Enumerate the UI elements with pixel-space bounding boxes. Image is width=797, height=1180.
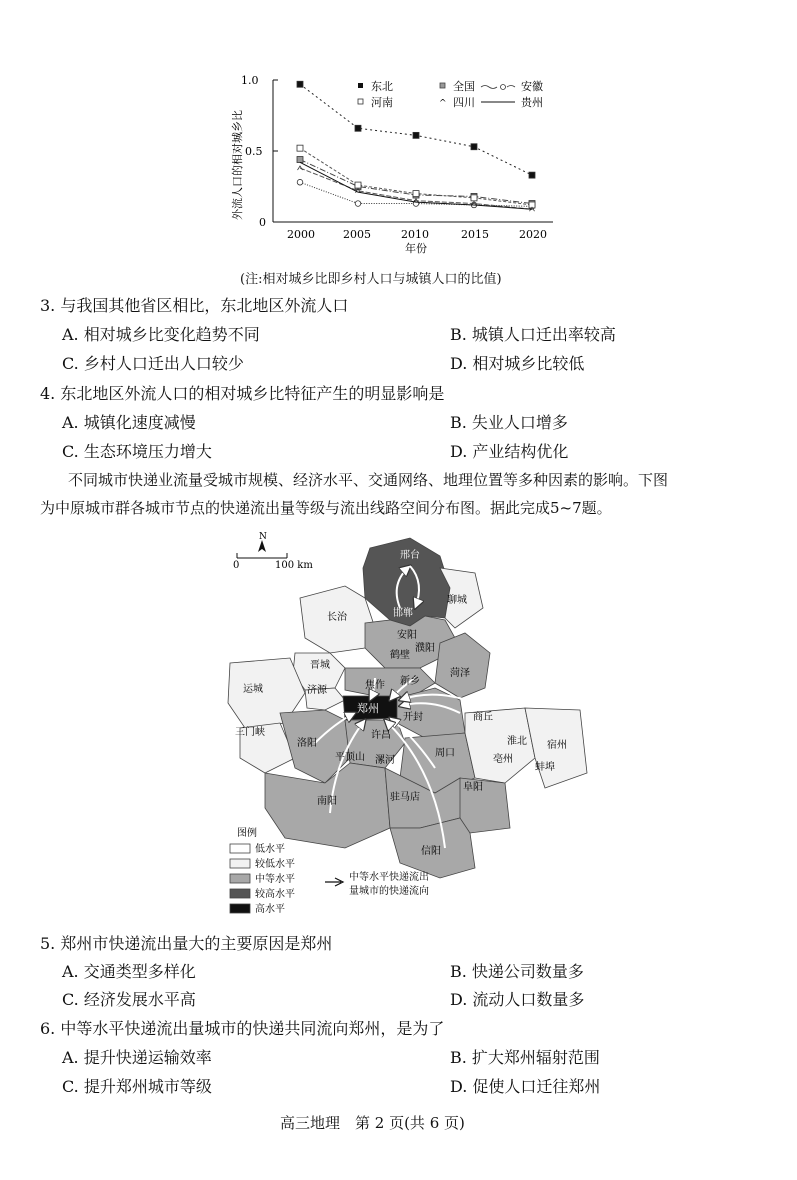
legend-label: 低水平 — [255, 844, 285, 855]
x-tick-label: 2000 — [287, 228, 315, 241]
express-flow-map — [225, 528, 595, 928]
question-5-option-a[interactable]: A. 交通类型多样化 — [62, 962, 196, 981]
map-scale-bar — [233, 553, 313, 571]
legend-marker — [481, 86, 497, 89]
city-label: 鹤壁 — [390, 650, 410, 661]
x-tick-label: 2005 — [343, 228, 371, 241]
population-line-chart — [225, 70, 595, 270]
city-label: 宿州 — [547, 740, 567, 751]
question-4-option-b[interactable]: B. 失业人口增多 — [450, 413, 568, 432]
legend-marker — [358, 83, 363, 88]
city-label: 三门峡 — [235, 727, 265, 738]
legend-label: 较低水平 — [255, 859, 295, 870]
question-4-option-a[interactable]: A. 城镇化速度减慢 — [62, 413, 196, 432]
x-tick-label: 2015 — [461, 228, 489, 241]
question-3-option-c[interactable]: C. 乡村人口迁出人口较少 — [62, 354, 244, 373]
legend-label: 东北 — [371, 80, 393, 93]
city-label: 焦作 — [365, 680, 385, 691]
city-label: 长治 — [327, 612, 347, 623]
legend-marker — [358, 99, 363, 104]
city-label: 濮阳 — [415, 643, 435, 654]
question-4-option-c[interactable]: C. 生态环境压力增大 — [62, 442, 212, 461]
x-tick-label: 2010 — [401, 228, 429, 241]
series-line — [300, 84, 532, 175]
north-label: N — [259, 532, 267, 542]
legend-title: 图例 — [237, 828, 257, 839]
chart-series — [297, 81, 535, 211]
page-footer: 高三地理 第 2 页(共 6 页) — [280, 1114, 465, 1132]
region-heze — [435, 633, 490, 698]
city-label: 晋城 — [310, 660, 330, 671]
question-3-option-b[interactable]: B. 城镇人口迁出率较高 — [450, 325, 616, 344]
data-point — [471, 144, 477, 150]
question-6-option-b[interactable]: B. 扩大郑州辐射范围 — [450, 1048, 600, 1067]
data-point — [355, 201, 361, 207]
passage-line-1: 不同城市快递业流量受城市规模、经济水平、交通网络、地理位置等多种因素的影响。下图 — [68, 471, 669, 489]
legend-label: 贵州 — [521, 96, 543, 109]
city-label: 运城 — [243, 684, 263, 695]
legend-arrow-line1: 中等水平快递流出 — [349, 872, 429, 883]
legend-label: 较高水平 — [255, 889, 295, 900]
legend-marker — [507, 86, 515, 88]
data-point — [355, 125, 361, 131]
question-3-option-a[interactable]: A. 相对城乡比变化趋势不同 — [62, 325, 260, 344]
data-point — [529, 172, 535, 178]
question-3-stem: 3. 与我国其他省区相比，东北地区外流人口 — [40, 296, 349, 315]
series-line — [300, 162, 532, 209]
city-label: 邢台 — [400, 550, 420, 561]
question-5-stem: 5. 郑州市快递流出量大的主要原因是郑州 — [40, 934, 333, 953]
y-tick-label: 0 — [259, 216, 266, 229]
data-point — [471, 195, 477, 201]
city-label: 聊城 — [447, 595, 467, 606]
legend-label: 中等水平 — [255, 874, 295, 885]
question-6-option-a[interactable]: A. 提升快递运输效率 — [62, 1048, 212, 1067]
legend-label: 河南 — [371, 96, 393, 109]
city-label: 邯郸 — [393, 608, 413, 619]
city-label: 新乡 — [400, 676, 420, 687]
x-tick-label: 2020 — [519, 228, 547, 241]
question-3-option-d[interactable]: D. 相对城乡比较低 — [450, 354, 585, 373]
question-5-option-d[interactable]: D. 流动人口数量多 — [450, 990, 585, 1009]
city-label: 商丘 — [473, 712, 493, 723]
city-label: 漯河 — [375, 755, 395, 766]
city-label: 阜阳 — [463, 782, 483, 793]
city-label: 蚌埠 — [535, 762, 555, 773]
data-point — [413, 191, 419, 197]
legend-label: 安徽 — [521, 80, 543, 93]
city-label: 安阳 — [397, 630, 417, 641]
data-point — [297, 145, 303, 151]
legend-swatch — [230, 904, 250, 913]
data-point — [355, 182, 361, 188]
city-label: 菏泽 — [450, 668, 470, 679]
map-regions — [228, 538, 587, 878]
city-label: 开封 — [403, 712, 423, 723]
scale-zero: 0 — [233, 560, 240, 571]
scale-label: 100 km — [275, 560, 313, 571]
chart-legend — [358, 79, 543, 109]
question-5-option-b[interactable]: B. 快递公司数量多 — [450, 962, 584, 981]
city-label: 许昌 — [371, 730, 391, 741]
north-arrow-icon — [258, 532, 267, 552]
question-6-option-d[interactable]: D. 促使人口迁往郑州 — [450, 1077, 601, 1096]
legend-swatch — [230, 889, 250, 898]
city-label: 济源 — [307, 685, 327, 696]
legend-marker: ^ — [439, 99, 447, 109]
legend-arrow-line2: 量城市的快递流向 — [349, 886, 429, 897]
legend-swatch — [230, 859, 250, 868]
data-point — [413, 132, 419, 138]
y-tick-label: 1.0 — [241, 74, 259, 87]
legend-label: 全国 — [453, 80, 475, 93]
legend-swatch — [230, 874, 250, 883]
city-label: 南阳 — [317, 796, 337, 807]
legend-swatch — [230, 844, 250, 853]
legend-marker — [440, 83, 445, 88]
city-label: 驻马店 — [390, 792, 420, 803]
chart-note: (注:相对城乡比即乡村人口与城镇人口的比值) — [240, 272, 502, 287]
flow-arrow-icon — [325, 878, 343, 886]
data-point — [297, 81, 303, 87]
data-point — [297, 179, 303, 185]
question-6-stem: 6. 中等水平快递流出量城市的快递共同流向郑州，是为了 — [40, 1019, 445, 1038]
city-label: 亳州 — [493, 754, 513, 765]
city-label: 洛阳 — [297, 738, 317, 749]
question-4-option-d[interactable]: D. 产业结构优化 — [450, 442, 569, 461]
legend-label: 四川 — [453, 96, 475, 109]
city-label: 周口 — [435, 748, 455, 759]
question-4-stem: 4. 东北地区外流人口的相对城乡比特征产生的明显影响是 — [40, 384, 445, 403]
city-label: 平顶山 — [335, 752, 365, 763]
question-5-option-c[interactable]: C. 经济发展水平高 — [62, 990, 196, 1009]
legend-marker — [501, 85, 506, 90]
question-6-option-c[interactable]: C. 提升郑州城市等级 — [62, 1077, 212, 1096]
city-label: 郑州 — [357, 702, 379, 715]
x-axis-title: 年份 — [405, 242, 427, 255]
data-point — [297, 157, 303, 163]
legend-label: 高水平 — [255, 904, 285, 915]
y-tick-label: 0.5 — [245, 145, 263, 158]
passage-line-2: 为中原城市群各城市节点的快递流出量等级与流出线路空间分布图。据此完成5~7题。 — [40, 499, 612, 517]
y-axis-title: 外流人口的相对城乡比 — [231, 110, 244, 220]
city-label: 淮北 — [507, 736, 527, 747]
city-label: 信阳 — [421, 846, 441, 857]
